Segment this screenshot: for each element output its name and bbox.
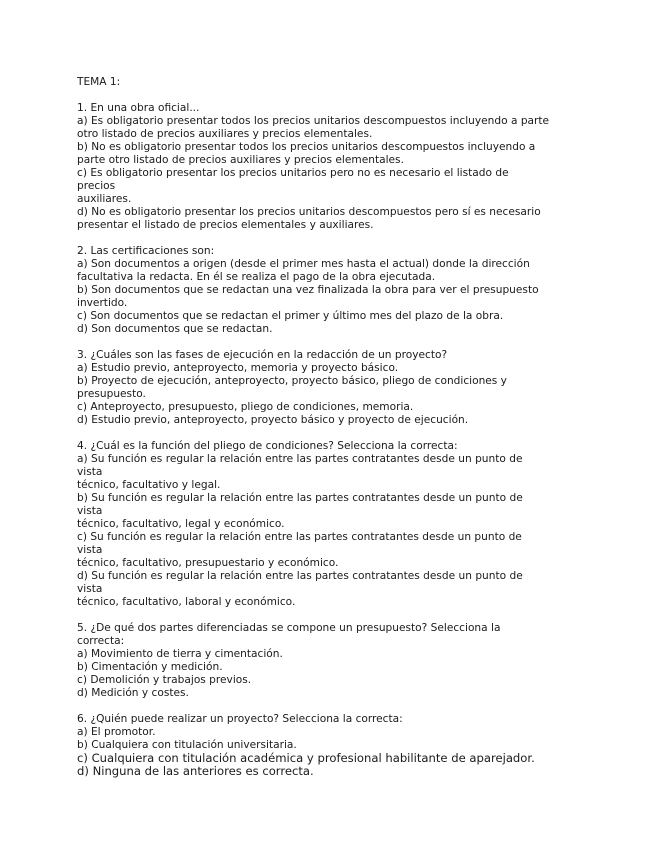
question-1-line: presentar el listado de precios elementales y auxiliares. [77, 219, 374, 231]
question-6-line: d) Ninguna de las anteriores es correcta. [77, 764, 314, 778]
question-6 [77, 713, 637, 778]
question-4-line: técnico, facultativo y legal. [77, 479, 221, 491]
question-5-line: c) Demolición y trabajos previos. [77, 674, 252, 686]
question-3-line: a) Estudio previo, anteproyecto, memoria y proyecto básico. [77, 362, 399, 374]
question-1-line: b) No es obligatorio presentar todos los precios unitarios descompuestos incluyendo a [77, 141, 536, 153]
question-5-line: b) Cimentación y medición. [77, 661, 223, 673]
question-3-line: 3. ¿Cuáles son las fases de ejecución en la redacción de un proyecto? [77, 349, 448, 361]
question-4-line: a) Su función es regular la relación entre las partes contratantes desde un punto de [77, 453, 523, 465]
question-6-line: b) Cualquiera con titulación universitaria. [77, 739, 297, 751]
question-4-line: técnico, facultativo, presupuestario y económico. [77, 557, 339, 569]
question-2 [77, 245, 637, 336]
question-4-line: 4. ¿Cuál es la función del pliego de condiciones? Selecciona la correcta: [77, 440, 458, 452]
question-4-line: d) Su función es regular la relación entre las partes contratantes desde un punto de [77, 570, 523, 582]
question-6-line: 6. ¿Quién puede realizar un proyecto? Selecciona la correcta: [77, 713, 403, 725]
question-1-line: precios [77, 180, 116, 192]
question-2-line: 2. Las certificaciones son: [77, 245, 215, 257]
question-1-line: c) Es obligatorio presentar los precios unitarios pero no es necesario el listado de [77, 167, 509, 179]
question-5-line: d) Medición y costes. [77, 687, 189, 699]
question-6-line: a) El promotor. [77, 726, 156, 738]
question-1-line: auxiliares. [77, 193, 132, 205]
question-1-line: 1. En una obra oficial... [77, 102, 200, 114]
question-2-line: invertido. [77, 297, 128, 309]
question-4-line: vista [77, 505, 103, 517]
question-2-line: d) Son documentos que se redactan. [77, 323, 273, 335]
question-3-line: presupuesto. [77, 388, 146, 400]
question-5 [77, 622, 637, 700]
question-1-line: d) No es obligatorio presentar los precios unitarios descompuestos pero sí es necesario [77, 206, 541, 218]
question-3-line: d) Estudio previo, anteproyecto, proyecto básico y proyecto de ejecución. [77, 414, 469, 426]
question-2-line: b) Son documentos que se redactan una vez finalizada la obra para ver el presupuesto [77, 284, 539, 296]
question-2-line: facultativa la redacta. En él se realiza el pago de la obra ejecutada. [77, 271, 436, 283]
question-2-line: c) Son documentos que se redactan el primer y último mes del plazo de la obra. [77, 310, 504, 322]
question-3 [77, 349, 637, 427]
question-5-line: 5. ¿De qué dos partes diferenciadas se compone un presupuesto? Selecciona la [77, 622, 501, 634]
question-3-line: b) Proyecto de ejecución, anteproyecto, proyecto básico, pliego de condiciones y [77, 375, 507, 387]
question-4-line: b) Su función es regular la relación entre las partes contratantes desde un punto de [77, 492, 523, 504]
question-4-line: técnico, facultativo, laboral y económico. [77, 596, 296, 608]
question-4-line: vista [77, 583, 103, 595]
question-4-line: vista [77, 544, 103, 556]
question-4-line: técnico, facultativo, legal y económico. [77, 518, 285, 530]
question-1 [77, 102, 637, 232]
question-4-line: vista [77, 466, 103, 478]
document-page [77, 76, 637, 791]
question-5-line: a) Movimiento de tierra y cimentación. [77, 648, 283, 660]
question-4-line: c) Su función es regular la relación entre las partes contratantes desde un punto de [77, 531, 522, 543]
question-6-line: c) Cualquiera con titulación académica y profesional habilitante de aparejador. [77, 751, 535, 765]
question-5-line: correcta: [77, 635, 125, 647]
page-title: TEMA 1: [77, 76, 121, 88]
question-1-line: parte otro listado de precios auxiliares y precios elementales. [77, 154, 404, 166]
question-4 [77, 440, 637, 609]
question-2-line: a) Son documentos a origen (desde el primer mes hasta el actual) donde la dirección [77, 258, 530, 270]
question-1-line: a) Es obligatorio presentar todos los precios unitarios descompuestos incluyendo a parte [77, 115, 550, 127]
question-1-line: otro listado de precios auxiliares y precios elementales. [77, 128, 373, 140]
question-3-line: c) Anteproyecto, presupuesto, pliego de condiciones, memoria. [77, 401, 414, 413]
